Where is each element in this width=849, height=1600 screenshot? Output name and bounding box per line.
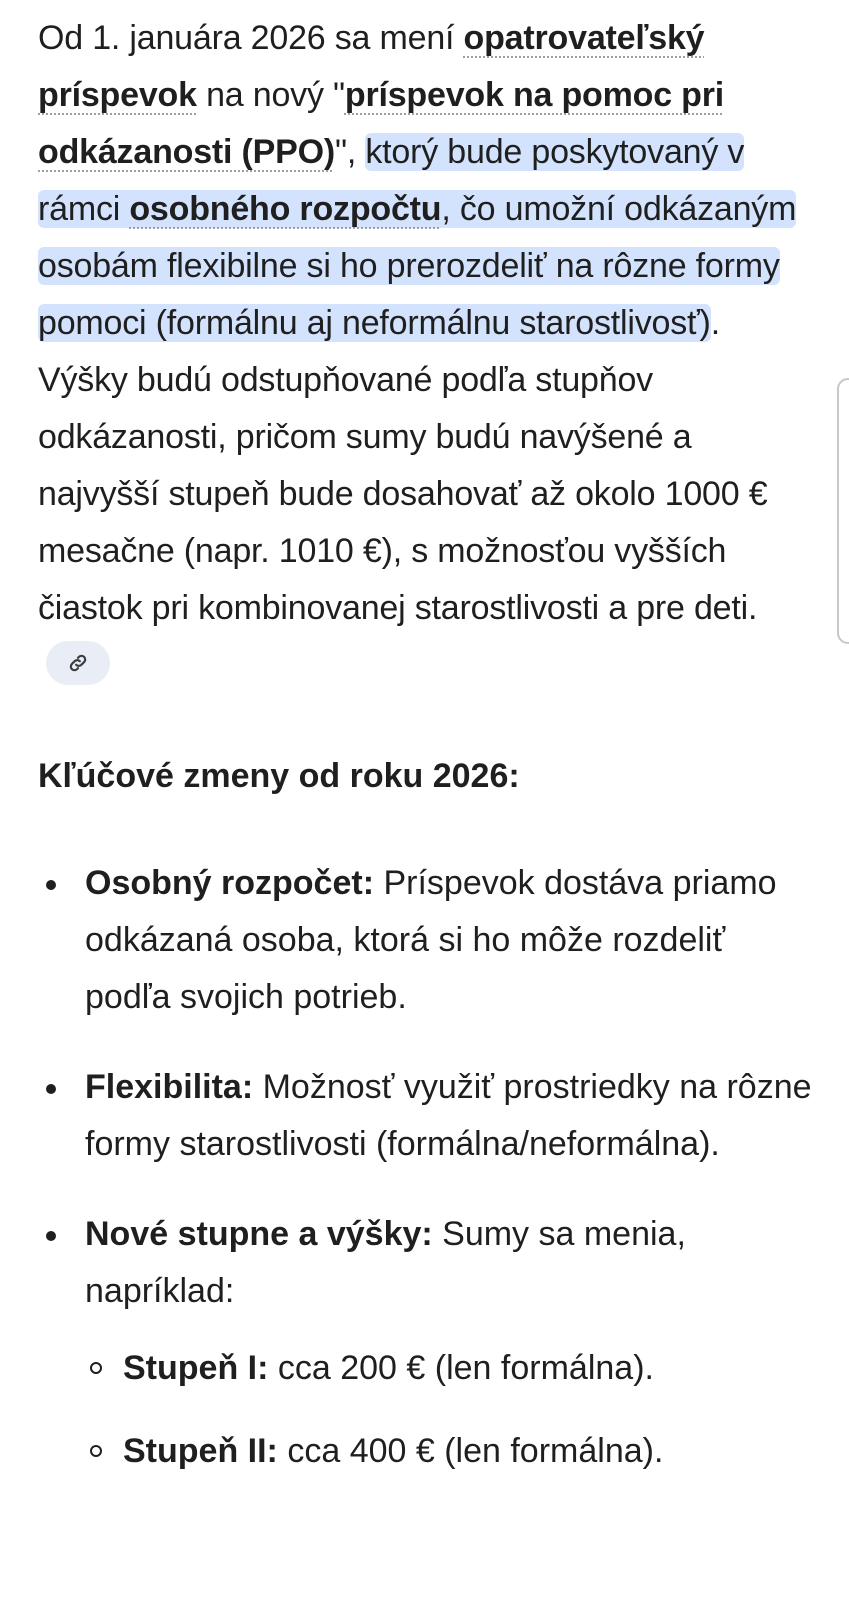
list-item-text: Príspevok dostáva priamo odkázaná osoba, ktorá si ho môže rozdeliť podľa svojich potrieb. xyxy=(85,864,777,1016)
intro-paragraph xyxy=(38,10,818,694)
scrollbar-handle[interactable] xyxy=(837,378,849,644)
sublist-item-stupen-2 xyxy=(85,1423,818,1480)
sublist-item-label: Stupeň II: xyxy=(123,1432,278,1470)
highlight-text-2: , čo umožní odkázaným osobám flexibilne si ho prerozdeliť na rôzne formy pomoci (formálnu aj neformálnu starostlivosť) xyxy=(38,190,797,342)
intro-text-1: Od 1. januára 2026 sa mení xyxy=(38,19,464,57)
intro-text-4: . Výšky budú odstupňované podľa stupňov odkázanosti, pričom sumy budú navýšené a najvyšší stupeň bude dosahovať až okolo 1000 € mesačne (napr. 1010 €), s možnosťou vyšších čiastok pri kombinovanej starostlivosti a pre deti. xyxy=(38,304,768,627)
list-item-flexibilita xyxy=(38,1059,818,1173)
list-item-osobny-rozpocet xyxy=(38,855,818,1026)
sublist-item-label: Stupeň I: xyxy=(123,1349,269,1387)
sublist-item-stupen-1 xyxy=(85,1340,818,1397)
sublist-item-text: cca 400 € (len formálna). xyxy=(277,1432,664,1470)
highlight-text-1: ktorý bude poskytovaný v rámci xyxy=(38,133,745,228)
list-item-label: Nové stupne a výšky: xyxy=(85,1215,433,1253)
term-prispevok-ppo[interactable]: príspevok na pomoc pri odkázanosti (PPO) xyxy=(38,76,725,171)
list-item-label: Osobný rozpočet: xyxy=(85,864,375,902)
intro-text-3: ", xyxy=(334,133,366,171)
term-osobny-rozpocet[interactable]: osobného rozpočtu xyxy=(129,190,442,228)
list-item-nove-stupne xyxy=(38,1206,818,1480)
list-item-text: Možnosť využiť prostriedky na rôzne formy starostlivosti (formálna/neformálna). xyxy=(85,1068,812,1163)
list-item-label: Flexibilita: xyxy=(85,1068,254,1106)
levels-sublist xyxy=(85,1340,818,1480)
link-icon xyxy=(67,652,89,674)
term-opatrovatelsky-prispevok[interactable]: opatrovateľský príspevok xyxy=(38,19,705,114)
sublist-item-text: cca 200 € (len formálna). xyxy=(268,1349,654,1387)
list-item-text: Sumy sa menia, napríklad: xyxy=(85,1215,686,1310)
key-changes-list xyxy=(38,855,818,1480)
intro-text-2: na nový " xyxy=(196,76,345,114)
source-link-chip[interactable] xyxy=(46,641,110,685)
section-heading: Kľúčové zmeny od roku 2026: xyxy=(38,757,520,795)
response-content xyxy=(38,10,818,1513)
